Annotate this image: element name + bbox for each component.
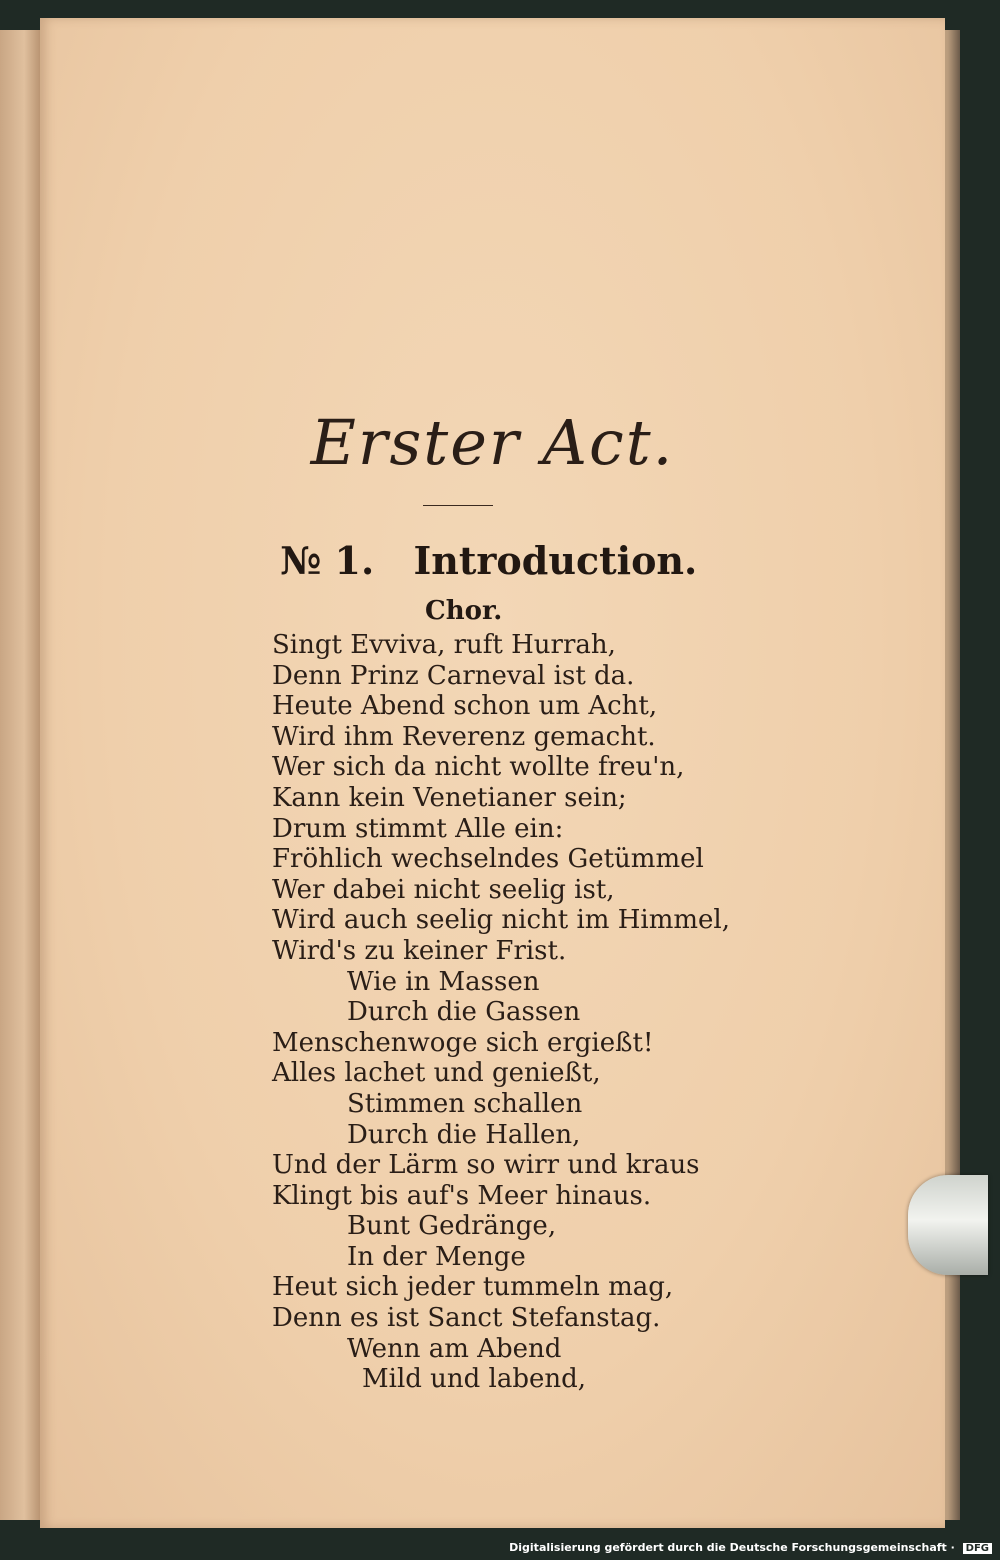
- page-clip: [908, 1175, 988, 1275]
- digitization-footer: [509, 1541, 992, 1554]
- verse-line: Singt Evviva, ruft Hurrah,: [272, 630, 616, 660]
- number-label: № 1.: [280, 538, 375, 583]
- verse-line: In der Menge: [347, 1241, 526, 1272]
- verse-line: Mild und labend,: [362, 1364, 587, 1395]
- verse-line: Heute Abend schon um Acht,: [272, 691, 658, 722]
- verse-line: Fröhlich wechselndes Getümmel: [272, 844, 704, 875]
- verse-line: Drum stimmt Alle ein:: [272, 813, 564, 844]
- verse-line: Durch die Hallen,: [347, 1119, 581, 1150]
- verse-line: Alles lachet und genießt,: [272, 1058, 601, 1089]
- verse-line: Durch die Gassen: [347, 997, 581, 1028]
- verse-line: Wird ihm Reverenz gemacht.: [272, 721, 656, 752]
- verse-block: [272, 630, 952, 1395]
- verse-line: Heut sich jeder tummeln mag,: [272, 1272, 674, 1303]
- verse-line: Denn es ist Sanct Stefanstag.: [272, 1303, 661, 1334]
- verse-line: Stimmen schallen: [347, 1088, 583, 1119]
- title-divider: [423, 505, 493, 506]
- speaker-label: Chor.: [425, 596, 503, 626]
- footer-text: Digitalisierung gefördert durch die Deutsche Forschungsgemeinschaft ·: [509, 1541, 955, 1554]
- verse-line: Wer dabei nicht seelig ist,: [272, 874, 615, 905]
- verse-line: Menschenwoge sich ergießt!: [272, 1027, 654, 1058]
- verse-line: Kann kein Venetianer sein;: [272, 782, 627, 813]
- verse-line: Denn Prinz Carneval ist da.: [272, 660, 635, 691]
- number-heading: [280, 538, 880, 583]
- section-title: Introduction.: [413, 538, 698, 583]
- verse-line: Wenn am Abend: [347, 1333, 562, 1364]
- verse-line: Wie in Massen: [347, 966, 540, 997]
- verse-line: Klingt bis auf's Meer hinaus.: [272, 1180, 652, 1211]
- dfg-logo: DFG: [963, 1543, 992, 1554]
- book-page: [40, 18, 945, 1528]
- verse-line: Bunt Gedränge,: [347, 1211, 557, 1242]
- verse-line: Wer sich da nicht wollte freu'n,: [272, 752, 685, 783]
- act-title: Erster Act.: [310, 406, 675, 479]
- verse-line: Wird auch seelig nicht im Himmel,: [272, 905, 730, 936]
- verse-line: Wird's zu keiner Frist.: [272, 935, 567, 966]
- verse-line: Und der Lärm so wirr und kraus: [272, 1150, 700, 1181]
